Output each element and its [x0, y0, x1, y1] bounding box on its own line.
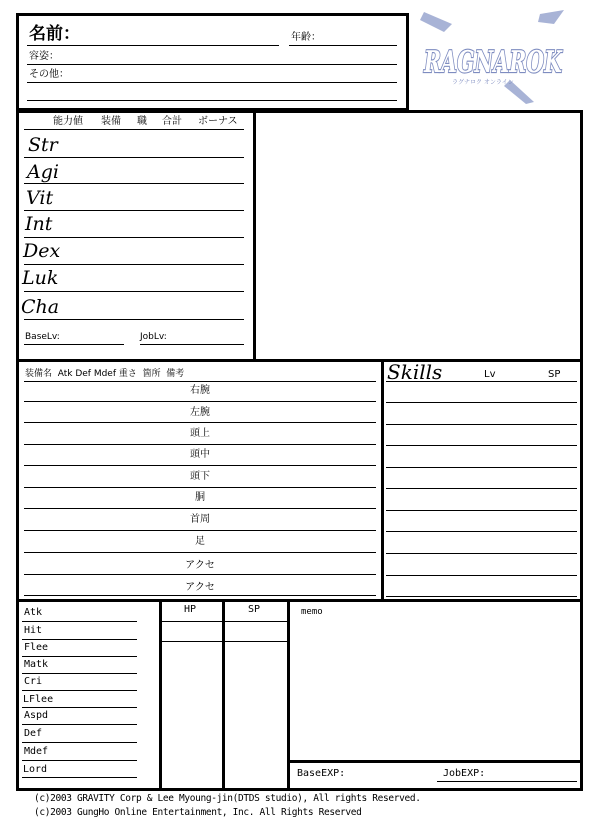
stat-dex-field[interactable]: [24, 264, 244, 265]
skill-row-line[interactable]: [386, 467, 577, 468]
stats-header-line: [24, 129, 244, 130]
param-atk: Atk: [24, 607, 43, 618]
job-exp-label: JobEXP:: [443, 768, 486, 779]
stat-vit-field[interactable]: [24, 210, 244, 211]
hp-column-right-border: [222, 599, 225, 791]
hp-label: HP: [184, 604, 197, 615]
job-exp-field[interactable]: [437, 781, 577, 782]
equip-slot-body: 胴: [195, 492, 205, 503]
equip-row-line[interactable]: [24, 465, 376, 466]
equip-row-line[interactable]: [24, 595, 376, 596]
param-mdef-field[interactable]: [22, 760, 137, 761]
equip-row-line[interactable]: [24, 508, 376, 509]
stat-cha: Cha: [21, 296, 60, 318]
skills-lv-label: Lv: [484, 369, 496, 380]
skill-row-line[interactable]: [386, 510, 577, 511]
stat-str: Str: [28, 134, 58, 156]
skill-row-line[interactable]: [386, 445, 577, 446]
job-lv-field[interactable]: [140, 344, 244, 345]
skills-header-line: [386, 381, 577, 382]
base-lv-label: BaseLv:: [25, 332, 60, 342]
param-aspd: Aspd: [24, 710, 49, 721]
param-lord-field[interactable]: [22, 777, 137, 778]
base-lv-field[interactable]: [24, 344, 124, 345]
equip-row-line[interactable]: [24, 574, 376, 575]
hp-row-line[interactable]: [162, 641, 222, 642]
param-mdef: Mdef: [24, 746, 49, 757]
ragnarok-logo: [414, 10, 570, 106]
equipment-header: 装備名 Atk Def Mdef 重さ 箇所 備考: [25, 369, 185, 379]
footer-copyright-2: (c)2003 GungHo Online Entertainment, Inc. All Rights Reserved: [34, 807, 362, 818]
equipment-header-line: [24, 381, 376, 382]
skills-title: Skills: [387, 360, 443, 384]
memo-label: memo: [301, 607, 323, 617]
skills-sp-label: SP: [548, 369, 561, 380]
stat-int-field[interactable]: [24, 237, 244, 238]
equip-slot-head-top: 頭上: [190, 428, 210, 439]
equip-slot-head-low: 頭下: [190, 471, 210, 482]
stat-vit: Vit: [26, 187, 54, 209]
other-field-line-2[interactable]: [27, 100, 397, 101]
other-field-line-1[interactable]: [27, 82, 397, 83]
param-cri: Cri: [24, 676, 43, 687]
portrait-box[interactable]: [253, 110, 583, 362]
stat-luk: Luk: [22, 267, 59, 289]
equip-slot-feet: 足: [195, 536, 205, 547]
hp-column-left-border: [159, 599, 162, 791]
equip-slot-right-arm: 右腕: [190, 385, 210, 396]
skill-row-line[interactable]: [386, 424, 577, 425]
stats-header-bonus: ボーナス: [198, 116, 238, 127]
param-matk-field[interactable]: [22, 673, 137, 674]
sp-row-line[interactable]: [225, 641, 287, 642]
param-def: Def: [24, 728, 43, 739]
name-field[interactable]: [27, 45, 279, 46]
stat-luk-field[interactable]: [24, 291, 244, 292]
appearance-label: 容姿：: [29, 51, 59, 62]
equip-slot-neck: 首周: [190, 514, 210, 525]
param-lord: Lord: [23, 764, 48, 775]
appearance-field[interactable]: [27, 64, 397, 65]
stats-header-ability: 能力値: [53, 116, 83, 127]
base-exp-label: BaseEXP:: [297, 768, 346, 779]
param-matk: Matk: [24, 659, 49, 670]
equip-slot-accessory-2: アクセ: [185, 582, 215, 593]
skill-row-line[interactable]: [386, 575, 577, 576]
param-aspd-field[interactable]: [22, 724, 137, 725]
param-flee: Flee: [24, 642, 49, 653]
skill-row-line[interactable]: [386, 488, 577, 489]
sp-label: SP: [248, 604, 261, 615]
param-lflee-field[interactable]: [22, 707, 137, 708]
stat-dex: Dex: [23, 240, 61, 262]
equip-slot-left-arm: 左腕: [190, 407, 210, 418]
equip-row-line[interactable]: [24, 444, 376, 445]
skill-row-line[interactable]: [386, 531, 577, 532]
equip-row-line[interactable]: [24, 401, 376, 402]
stat-str-field[interactable]: [24, 157, 244, 158]
age-field[interactable]: [289, 45, 397, 46]
logo-text: RAGNAROK: [423, 45, 564, 80]
job-lv-label: JobLv:: [140, 332, 167, 342]
param-lflee: LFlee: [23, 694, 54, 705]
param-hit-field[interactable]: [22, 639, 137, 640]
param-flee-field[interactable]: [22, 656, 137, 657]
equip-row-line[interactable]: [24, 530, 376, 531]
param-atk-field[interactable]: [22, 621, 137, 622]
equip-row-line[interactable]: [24, 422, 376, 423]
param-hit: Hit: [24, 625, 43, 636]
logo-subtitle: ラグナロク オンライン: [452, 79, 514, 86]
skill-row-line[interactable]: [386, 596, 577, 597]
sp-row-line[interactable]: [225, 621, 287, 622]
stat-agi: Agi: [27, 161, 59, 183]
name-label: 名前：: [29, 24, 80, 44]
param-cri-field[interactable]: [22, 690, 137, 691]
stats-header-job: 職: [137, 116, 147, 127]
hp-row-line[interactable]: [162, 621, 222, 622]
exp-row-top-border: [289, 760, 580, 763]
stats-header-equip: 装備: [101, 116, 121, 127]
param-def-field[interactable]: [22, 742, 137, 743]
age-label: 年齢：: [291, 32, 321, 43]
stat-cha-field[interactable]: [24, 319, 244, 320]
equip-row-line[interactable]: [24, 487, 376, 488]
equip-slot-accessory-1: アクセ: [185, 560, 215, 571]
skills-box: [381, 359, 583, 602]
equip-row-line[interactable]: [24, 552, 376, 553]
equip-slot-head-mid: 頭中: [190, 449, 210, 460]
stat-agi-field[interactable]: [24, 183, 244, 184]
stat-int: Int: [25, 213, 53, 235]
skill-row-line[interactable]: [386, 553, 577, 554]
other-label: その他：: [29, 69, 69, 80]
skill-row-line[interactable]: [386, 402, 577, 403]
memo-area[interactable]: [292, 620, 578, 760]
stats-header-total: 合計: [162, 116, 182, 127]
footer-copyright-1: (c)2003 GRAVITY Corp & Lee Myoung-jin(DTDS studio), All rights Reserved.: [34, 793, 421, 804]
